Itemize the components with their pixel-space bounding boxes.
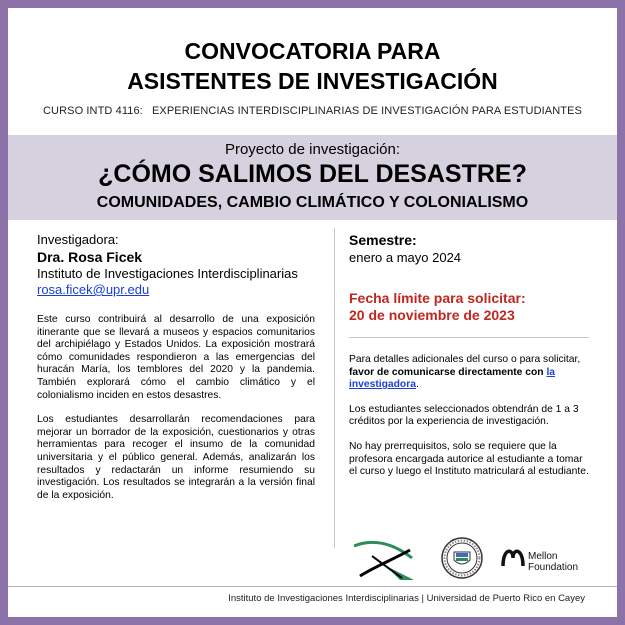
left-column xyxy=(37,232,315,502)
description-paragraph-2: Los estudiantes desarrollarán recomendaciones para mejorar un borrador de la exposición, cuestionarios y otras herramientas para recoger el insumo de la comunidad universitaria y el público general. Además, analizarán los resultados y redactarán un informe resumiendo su investigación. Los resultados se integrarán a la versión final de la exposición. xyxy=(37,414,315,501)
mellon-wordmark xyxy=(528,551,578,573)
investigator-name: Dra. Rosa Ficek xyxy=(37,249,143,265)
project-band xyxy=(8,135,617,220)
project-subtitle: COMUNIDADES, CAMBIO CLIMÁTICO Y COLONIALISMO xyxy=(96,194,529,211)
details-bold: favor de comunicarse directamente con xyxy=(349,366,547,378)
right-column xyxy=(349,232,589,479)
footer xyxy=(8,593,617,604)
mellon-wordmark-line-2: Foundation xyxy=(528,562,579,573)
deadline-value: 20 de noviembre de 2023 xyxy=(349,307,515,323)
poster xyxy=(8,8,617,617)
project-title: ¿CÓMO SALIMOS DEL DESASTRE? xyxy=(98,160,527,188)
title-line-2: ASISTENTES DE INVESTIGACIÓN xyxy=(127,68,498,94)
footer-text: Instituto de Investigaciones Interdisciplinarias | Universidad de Puerto Rico en Cayey xyxy=(228,593,585,604)
footer-divider xyxy=(8,586,617,587)
semester-value: enero a mayo 2024 xyxy=(349,250,462,265)
details-paragraph xyxy=(349,354,589,392)
title-line-1: CONVOCATORIA PARA xyxy=(184,38,441,64)
mellon-wordmark-line-1: Mellon xyxy=(528,551,558,562)
upr-seal-icon xyxy=(440,536,484,580)
description-paragraph-1: Este curso contribuirá al desarrollo de una exposición itinerante que se llevará a museos y espacios comunitarios del archipiélago y Estados Unidos. La exposición mostrará cómo comunidades respondieron a las emergencias del huracán María, los temblores del 2020 y la pandemia. También explorará cómo el cambio climático y el colonialismo inciden en estos desastres. xyxy=(37,314,315,401)
details-intro: Para detalles adicionales del curso o para solicitar, xyxy=(349,354,581,365)
project-label: Proyecto de investigación: xyxy=(224,141,401,158)
credits-paragraph: Los estudiantes seleccionados obtendrán de 1 a 3 créditos por la experiencia de investigación. xyxy=(349,403,579,428)
course-line xyxy=(8,105,617,117)
mellon-mark-icon xyxy=(501,542,527,570)
investigator-institute: Instituto de Investigaciones Interdisciplinarias xyxy=(37,266,298,281)
column-divider xyxy=(334,228,335,548)
course-name: EXPERIENCIAS INTERDISCIPLINARIAS DE INVESTIGACIÓN PARA ESTUDIANTES xyxy=(151,105,582,117)
investigator-contact-link[interactable]: la investigadora xyxy=(349,366,556,391)
institute-logo-icon xyxy=(352,536,422,582)
semester-label: Semestre: xyxy=(349,232,417,248)
poster-title xyxy=(8,36,617,96)
right-divider xyxy=(349,337,589,338)
deadline-label: Fecha límite para solicitar: xyxy=(349,290,526,306)
details-end: . xyxy=(415,379,419,391)
investigator-role: Investigadora: xyxy=(37,232,119,247)
mellon-logo xyxy=(501,542,579,575)
course-code: CURSO INTD 4116: xyxy=(43,105,143,117)
logos-row xyxy=(8,536,617,586)
investigator-email-link[interactable]: rosa.ficek@upr.edu xyxy=(37,282,150,297)
prerequisites-paragraph: No hay prerrequisitos, solo se requiere que la profesora encargada autorice al estudiante a tomar el curso y luego el Instituto matriculará al estudiante. xyxy=(349,440,589,478)
